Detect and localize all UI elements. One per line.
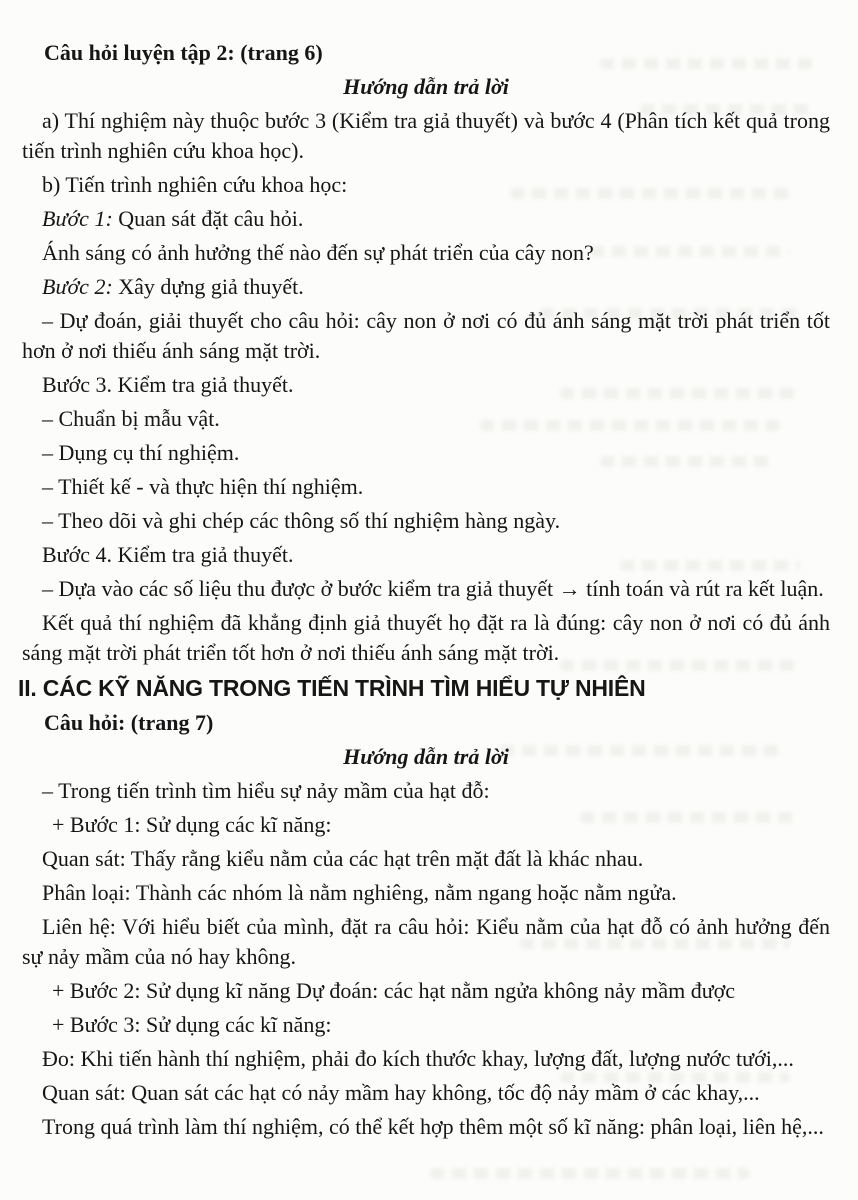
paragraph: – Trong tiến trình tìm hiểu sự nảy mầm của hạt đỗ: bbox=[42, 778, 490, 803]
subsection-heading: Câu hỏi: (trang 7) bbox=[44, 710, 214, 735]
step-item: + Bước 2: Sử dụng kĩ năng Dự đoán: các hạt nằm ngửa không nảy mầm được bbox=[52, 978, 736, 1003]
paragraph: Đo: Khi tiến hành thí nghiệm, phải đo kích thước khay, lượng đất, lượng nước tưới,... bbox=[42, 1046, 794, 1071]
paragraph: – Theo dõi và ghi chép các thông số thí nghiệm hàng ngày. bbox=[42, 508, 561, 533]
paragraph bbox=[22, 204, 830, 234]
paragraph: Bước 3. Kiểm tra giả thuyết. bbox=[42, 372, 294, 397]
paragraph bbox=[22, 272, 830, 302]
answer-guide-heading: Hướng dẫn trả lời bbox=[343, 744, 509, 769]
step-label: Bước 1: bbox=[42, 206, 113, 231]
paragraph: Kết quả thí nghiệm đã khẳng định giả thuyết họ đặt ra là đúng: cây non ở nơi có đủ ánh sáng mặt trời phát triển tốt hơn ở nơi thiếu ánh sáng mặt trời. bbox=[22, 610, 830, 665]
paragraph: Liên hệ: Với hiểu biết của mình, đặt ra câu hỏi: Kiểu nằm của hạt đỗ có ảnh hưởng đến sự nảy mầm của nó hay không. bbox=[22, 914, 830, 969]
paragraph: Trong quá trình làm thí nghiệm, có thể kết hợp thêm một số kĩ năng: phân loại, liên hệ,... bbox=[42, 1114, 824, 1139]
paragraph: – Dựa vào các số liệu thu được ở bước kiểm tra giả thuyết → tính toán và rút ra kết luận. bbox=[42, 576, 824, 601]
scan-bleed-artifact bbox=[430, 1168, 750, 1179]
paragraph: a) Thí nghiệm này thuộc bước 3 (Kiểm tra giả thuyết) và bước 4 (Phân tích kết quả trong tiến trình nghiên cứu khoa học). bbox=[22, 108, 830, 163]
paragraph: – Chuẩn bị mẫu vật. bbox=[42, 406, 220, 431]
paragraph: Quan sát: Quan sát các hạt có nảy mầm hay không, tốc độ nảy mầm ở các khay,... bbox=[42, 1080, 760, 1105]
paragraph: Phân loại: Thành các nhóm là nằm nghiêng, nằm ngang hoặc nằm ngửa. bbox=[42, 880, 677, 905]
subsection-heading: Câu hỏi luyện tập 2: (trang 6) bbox=[44, 40, 323, 65]
paragraph: – Dụng cụ thí nghiệm. bbox=[42, 440, 240, 465]
paragraph: – Dự đoán, giải thuyết cho câu hỏi: cây non ở nơi có đủ ánh sáng mặt trời phát triển tốt hơn ở nơi thiếu ánh sáng mặt trời. bbox=[22, 308, 830, 363]
paragraph: Ánh sáng có ảnh hưởng thế nào đến sự phát triển của cây non? bbox=[42, 240, 594, 265]
step-text: Xây dựng giả thuyết. bbox=[118, 274, 304, 299]
paragraph: b) Tiến trình nghiên cứu khoa học: bbox=[42, 172, 348, 197]
step-item: + Bước 3: Sử dụng các kĩ năng: bbox=[52, 1012, 332, 1037]
section-heading: II. CÁC KỸ NĂNG TRONG TIẾN TRÌNH TÌM HIỂU TỰ NHIÊN bbox=[18, 675, 646, 701]
paragraph: Bước 4. Kiểm tra giả thuyết. bbox=[42, 542, 294, 567]
step-text: Quan sát đặt câu hỏi. bbox=[118, 206, 304, 231]
answer-guide-heading: Hướng dẫn trả lời bbox=[343, 74, 509, 99]
step-item: + Bước 1: Sử dụng các kĩ năng: bbox=[52, 812, 332, 837]
paragraph: Quan sát: Thấy rằng kiểu nằm của các hạt trên mặt đất là khác nhau. bbox=[42, 846, 644, 871]
step-label: Bước 2: bbox=[42, 274, 113, 299]
paragraph: – Thiết kế - và thực hiện thí nghiệm. bbox=[42, 474, 364, 499]
